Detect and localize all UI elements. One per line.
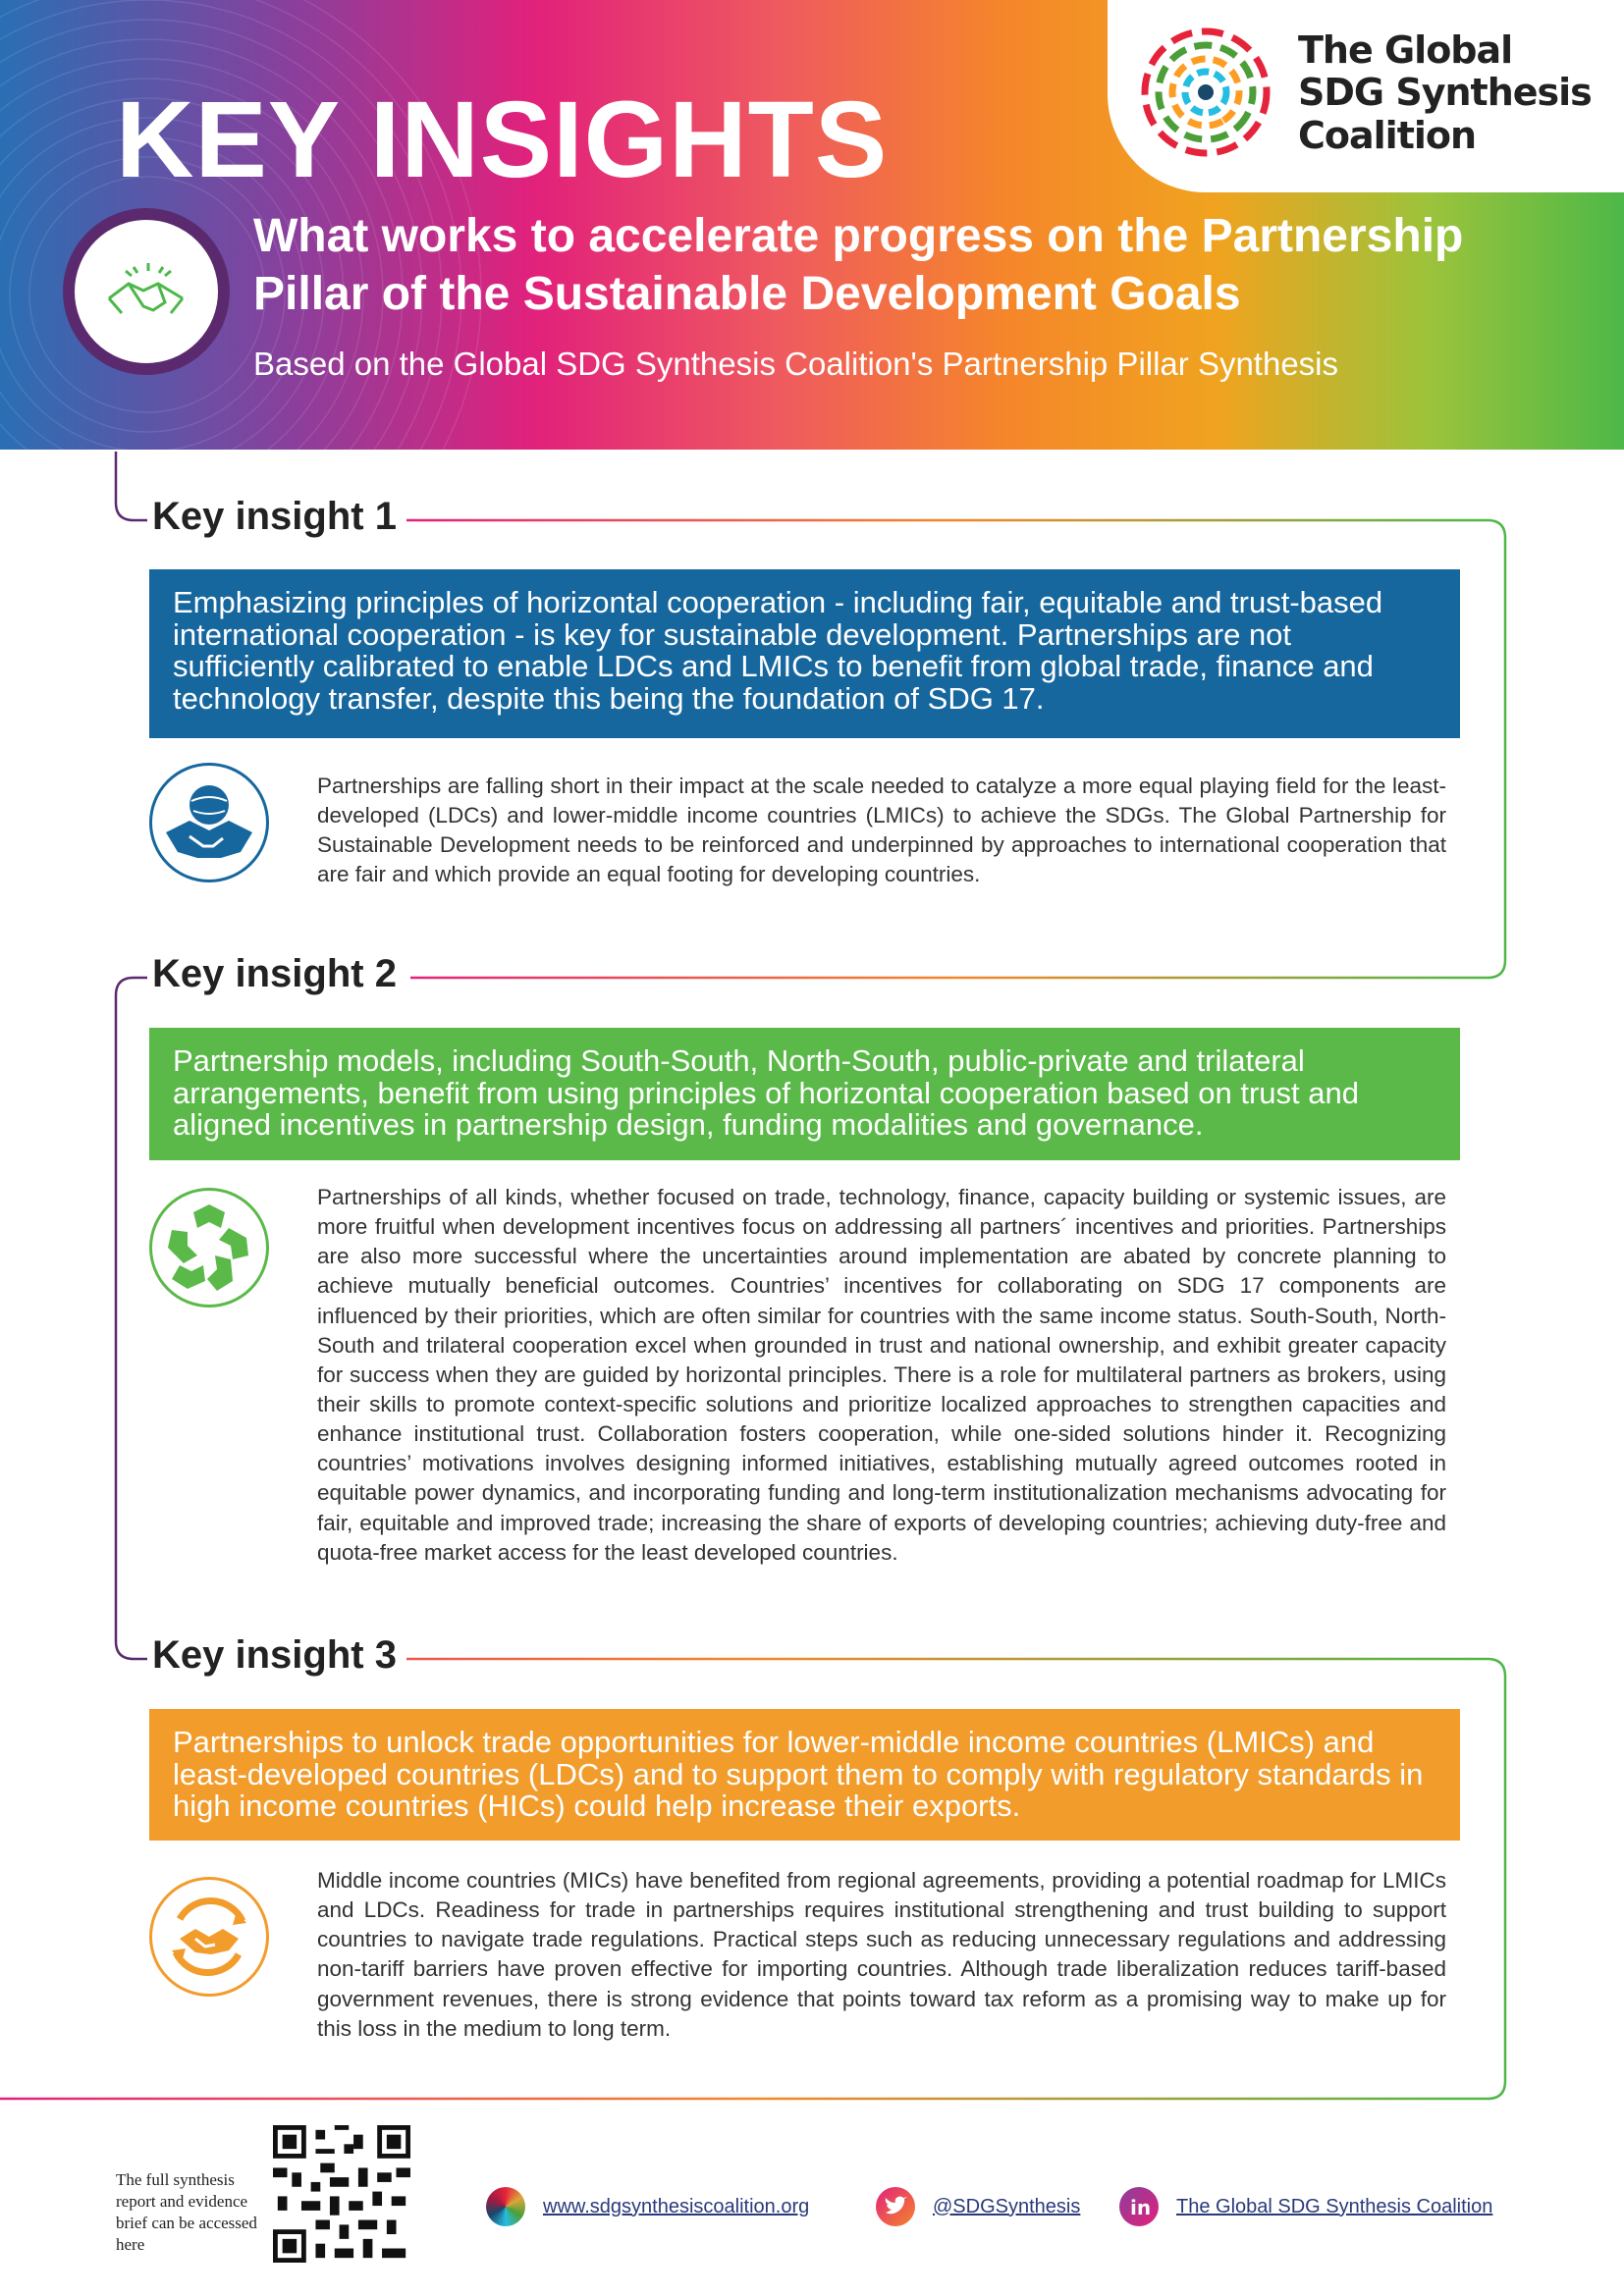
page-title: KEY INSIGHTS xyxy=(116,80,889,200)
twitter-icon xyxy=(876,2187,915,2226)
logo-line-1: The Global xyxy=(1298,28,1513,72)
insight-3-title: Key insight 3 xyxy=(152,1633,406,1678)
globe-icon xyxy=(486,2187,525,2226)
insight-1-lead: Emphasizing principles of horizontal cooperation - including fair, equitable and trust-based international cooperation - is key for sustainable development. Partnerships are not sufficiently calibrated to enable LDCs and LMICs to benefit from global trade, finance and technology transfer, despite this being the foundation of SDG 17. xyxy=(149,569,1460,738)
website-link[interactable] xyxy=(486,2187,809,2226)
insight-2-body: Partnerships of all kinds, whether focused on trade, technology, finance, capacity building or systemic issues, are more fruitful when development incentives focus on addressing all partners´ incentives and priorities. Partnerships are also more successful where the uncertainties around implementation are abated by concrete planning to achieve mutually beneficial outcomes. Countries’ incentives for collaborating on SDG 17 components are influenced by their priorities, which are often similar for countries with the same income status. South-South, North-South and trilateral cooperation excel when grounded in trust and national ownership, and exhibit greater capacity for success when they are guided by horizontal principles. There is a role for multilateral partners as brokers, using their skills to promote context-specific solutions and prioritize localized approaches to strengthen capacities and enhance institutional trust. Collaboration fosters cooperation, while one-sided solutions hinder it. Recognizing countries’ motivations involves designing informed initiatives, establishing mutually agreed outcomes rooted in equitable power dynamics, and incorporating funding and long-term institutionalization mechanisms advocating for fair, equitable and improved trade; increasing the share of exports of developing countries; achieving duty-free and quota-free market access for the least developed countries. xyxy=(317,1185,1446,1565)
insight-1-icon-circle xyxy=(149,763,269,882)
linkedin-text[interactable]: The Global SDG Synthesis Coalition xyxy=(1176,2195,1493,2217)
hands-circle-icon xyxy=(152,1191,266,1305)
twitter-text[interactable]: @SDGSynthesis xyxy=(933,2195,1081,2217)
trade-handshake-icon xyxy=(152,1880,266,1994)
footer-access-note: The full synthesis report and evidence brief can be accessed here xyxy=(116,2170,257,2255)
svg-text:in: in xyxy=(1130,2196,1152,2219)
insight-2-title: Key insight 2 xyxy=(152,952,406,996)
subtitle-line-1: What works to accelerate progress on the Partnership xyxy=(253,210,1464,262)
insight-3-body: Middle income countries (MICs) have benefited from regional agreements, providing a potential roadmap for LMICs and LDCs. Readiness for trade in partnerships requires institutional strengthening and trust building to support countries to navigate trade regulations. Practical steps such as reducing unnecessary regulations and addressing non-tariff barriers have proven effective for importing countries. Although trade liberalization reduces tariff-based government revenues, there is strong evidence that points toward tax reform as a promising way to make up for this loss in the medium to long term. xyxy=(317,1868,1446,2041)
based-on-text: Based on the Global SDG Synthesis Coalition's Partnership Pillar Synthesis xyxy=(253,346,1339,382)
subtitle-line-2: Pillar of the Sustainable Development Goals xyxy=(253,267,1241,320)
linkedin-icon xyxy=(1119,2187,1159,2226)
logo-line-2: SDG Synthesis xyxy=(1298,71,1592,115)
insight-3-icon-circle xyxy=(149,1877,269,1997)
website-text[interactable]: www.sdgsynthesiscoalition.org xyxy=(543,2195,810,2217)
insight-1-title: Key insight 1 xyxy=(152,495,406,539)
insight-1-body: Partnerships are falling short in their impact at the scale needed to catalyze a more equal playing field for the least-developed (LDCs) and lower-middle income countries (LMICs) to achieve the SDGs. The Global Partnership for Sustainable Development needs to be reinforced and underpinned by approaches to international cooperation that are fair and which provide an equal footing for developing countries. xyxy=(317,774,1446,887)
qr-code-icon[interactable] xyxy=(273,2125,410,2263)
logo-line-3: Coalition xyxy=(1298,113,1477,157)
twitter-link[interactable] xyxy=(876,2187,1080,2226)
linkedin-link[interactable] xyxy=(1119,2187,1492,2226)
insight-2-lead: Partnership models, including South-South, North-South, public-private and trilateral arrangements, benefit from using principles of horizontal cooperation based on trust and aligned incentives in partnership design, funding modalities and governance. xyxy=(149,1028,1460,1160)
globe-handshake-icon xyxy=(152,766,266,880)
insight-3-lead: Partnerships to unlock trade opportunities for lower-middle income countries (LMICs) and least-developed countries (LDCs) and to support them to comply with regulatory standards in high income countries (HICs) could help increase their exports. xyxy=(149,1709,1460,1841)
insight-2-icon-circle xyxy=(149,1188,269,1308)
